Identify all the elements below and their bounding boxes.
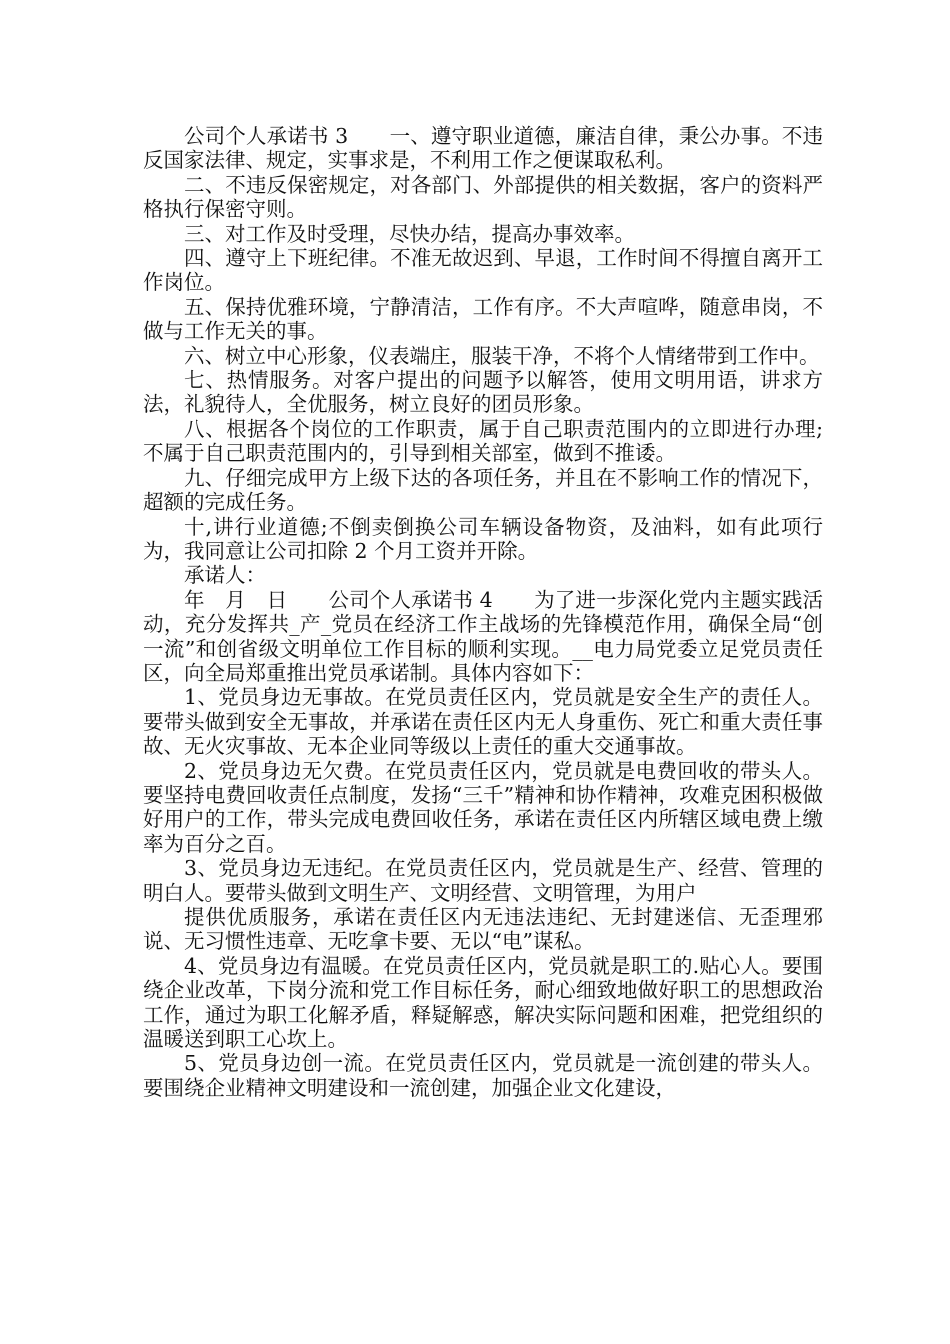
paragraph-pledge-1: 1、党员身边无事故。在党员责任区内，党员就是安全生产的责任人。要带头做到安全无事故，并承诺在责任区内无人身重伤、死亡和重大责任事故、无火灾事故、无本企业同等级以上责任的重大交通事故。 xyxy=(143,685,823,759)
paragraph-item-2: 二、不违反保密规定，对各部门、外部提供的相关数据，客户的资料严格执行保密守则。 xyxy=(143,172,823,222)
paragraph-date-and-letter-4-intro: 年 月 日 公司个人承诺书 4 为了进一步深化党内主题实践活动，充分发挥共_产_党员在经济工作主战场的先锋模范作用，确保全局“创一流”和创省级文明单位工作目标的顺利实现。__电力局党委立足党员责任区，向全局郑重推出党员承诺制。具体内容如下： xyxy=(143,587,823,685)
paragraph-item-10: 十,讲行业道德;不倒卖倒换公司车辆设备物资，及油料，如有此项行为，我同意让公司扣除 2 个月工资并开除。 xyxy=(143,514,823,563)
paragraph-pledge-5: 5、党员身边创一流。在党员责任区内，党员就是一流创建的带头人。要围绕企业精神文明建设和一流创建，加强企业文化建设， xyxy=(143,1051,823,1100)
paragraph-pledge-3-continued: 提供优质服务，承诺在责任区内无违法违纪、无封建迷信、无歪理邪说、无习惯性违章、无吃拿卡要、无以“电”谋私。 xyxy=(143,905,823,954)
paragraph-item-6: 六、树立中心形象，仪表端庄，服装干净，不将个人情绪带到工作中。 xyxy=(184,343,820,368)
signature-label: 承诺人： xyxy=(184,563,266,588)
paragraph-pledge-2: 2、党员身边无欠费。在党员责任区内，党员就是电费回收的带头人。要坚持电费回收责任点制度，发扬“三千”精神和协作精神，攻难克困积极做好用户的工作，带头完成电费回收任务，承诺在责任区内所辖区域电费上缴率为百分之百。 xyxy=(143,758,823,856)
paragraph-item-8: 八、根据各个岗位的工作职责，属于自己职责范围内的立即进行办理;不属于自己职责范围内的，引导到相关部室，做到不推诿。 xyxy=(143,416,823,466)
paragraph-item-4: 四、遵守上下班纪律。不准无故迟到、早退，工作时间不得擅自离开工作岗位。 xyxy=(143,246,823,295)
paragraph-pledge-4: 4、党员身边有温暖。在党员责任区内，党员就是职工的.贴心人。要围绕企业改革，下岗分流和党工作目标任务，耐心细致地做好职工的思想政治工作，通过为职工化解矛盾，释疑解惑，解决实际问题和困难，把党组织的温暖送到职工心坎上。 xyxy=(143,953,823,1052)
paragraph-pledge-3: 3、党员身边无违纪。在党员责任区内，党员就是生产、经营、管理的明白人。要带头做到文明生产、文明经营、文明管理，为用户 xyxy=(143,856,823,905)
paragraph-intro-item-1: 公司个人承诺书 3 一、遵守职业道德，廉洁自律，秉公办事。不违反国家法律、规定，实事求是，不利用工作之便谋取私利。 xyxy=(143,124,823,173)
paragraph-item-9: 九、仔细完成甲方上级下达的各项任务，并且在不影响工作的情况下，超额的完成任务。 xyxy=(143,465,823,515)
paragraph-item-7: 七、热情服务。对客户提出的问题予以解答，使用文明用语，讲求方法，礼貌待人，全优服务，树立良好的团员形象。 xyxy=(143,368,823,417)
paragraph-item-3: 三、对工作及时受理，尽快办结，提高办事效率。 xyxy=(184,221,635,246)
document-page xyxy=(143,124,823,1100)
paragraph-item-5: 五、保持优雅环境，宁静清洁，工作有序。不大声喧哗，随意串岗，不做与工作无关的事。 xyxy=(143,294,823,344)
